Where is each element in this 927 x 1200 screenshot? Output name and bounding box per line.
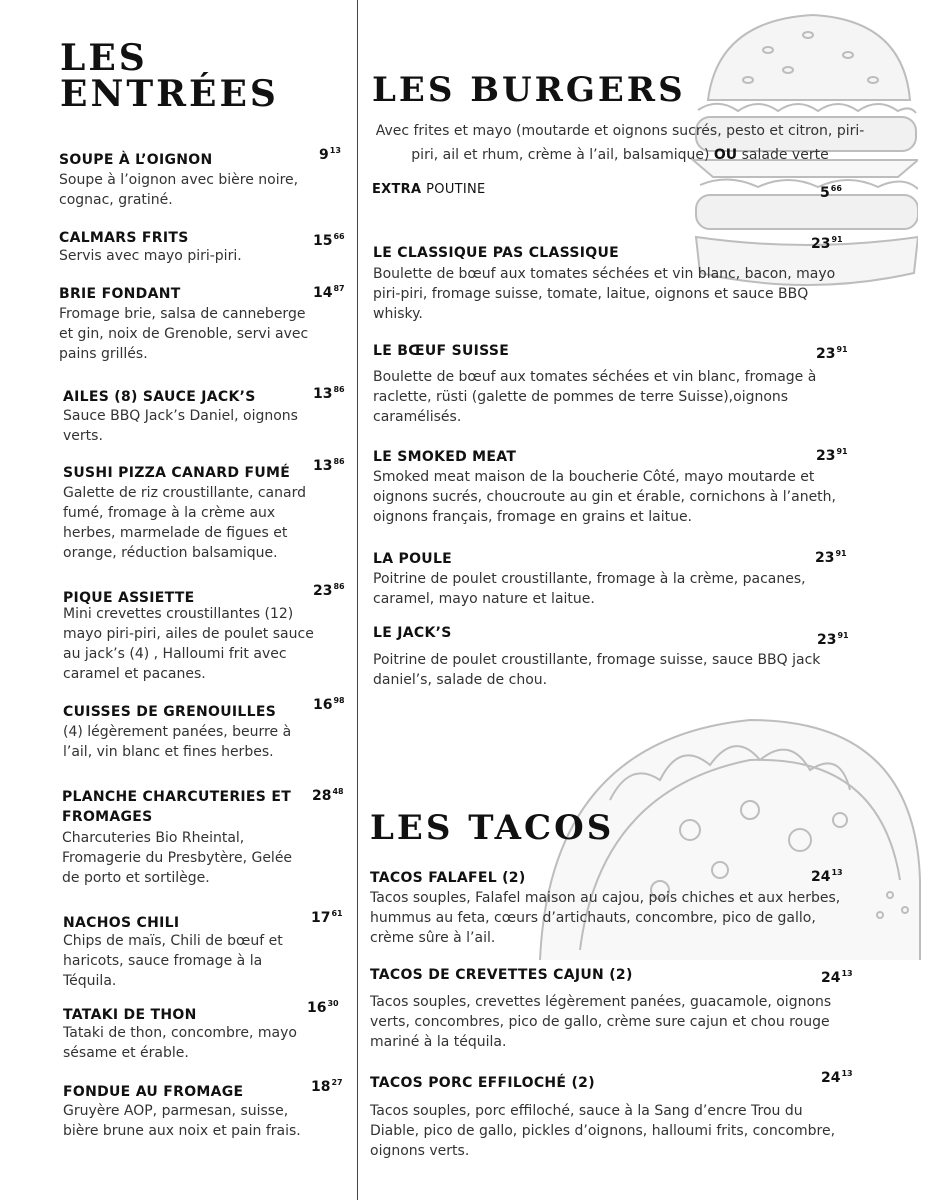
item-name: LE BŒUF SUISSE: [373, 343, 510, 359]
item-name: TATAKI DE THON: [63, 1007, 197, 1023]
item-name: TACOS DE CREVETTES CAJUN (2): [370, 967, 633, 983]
item-description: Boulette de bœuf aux tomates séchées et vin blanc, fromage à raclette, rüsti (galette de pommes de terre Suisse),oignons caramélisés.: [373, 369, 817, 425]
item-price: $23^{91}$: [816, 345, 848, 362]
item-name: PLANCHE CHARCUTERIES ET FROMAGES: [62, 789, 292, 825]
burgers-intro-ou: OU: [713, 147, 738, 163]
item-price: $24^{13}$: [821, 1069, 853, 1086]
burgers-intro-text: Avec frites et mayo (moutarde et oignons sucrés, pesto et citron, piri-piri, ail et rhum, crème à l’ail, balsamique): [375, 123, 865, 163]
item-price: $23^{91}$: [815, 549, 847, 566]
item-price: $16^{30}$: [307, 999, 339, 1016]
item-description: Chips de maïs, Chili de bœuf et haricots, sauce fromage à la Téquila.: [63, 933, 283, 989]
item-name: FONDUE AU FROMAGE: [63, 1084, 244, 1100]
item-price: $14^{87}$: [313, 284, 345, 301]
item-price: $13^{86}$: [313, 457, 345, 474]
item-name: TACOS FALAFEL (2): [370, 870, 526, 886]
item-description: Tacos souples, crevettes légèrement panées, guacamole, oignons verts, concombres, pico de gallo, crème sure cajun et chou rouge mariné à la téquila.: [370, 994, 832, 1050]
item-name: SUSHI PIZZA CANARD FUMÉ: [63, 465, 291, 481]
item-name: NACHOS CHILI: [63, 915, 180, 931]
item-price: $24^{13}$: [811, 868, 843, 885]
item-price: $23^{91}$: [811, 235, 843, 252]
item-name: PIQUE ASSIETTE: [63, 590, 195, 606]
item-description: Servis avec mayo piri-piri.: [59, 248, 242, 264]
item-description: Fromage brie, salsa de canneberge et gin, noix de Grenoble, servi avec pains grillés.: [59, 306, 309, 362]
extra-label: EXTRA: [372, 182, 422, 197]
item-price: $17^{61}$: [311, 909, 343, 926]
entrees-title: [60, 37, 279, 115]
item-description: Soupe à l’oignon avec bière noire, cognac, gratiné.: [59, 172, 299, 208]
item-description: Poitrine de poulet croustillante, fromage à la crème, pacanes, caramel, mayo nature et laitue.: [373, 571, 806, 607]
item-price: $15^{66}$: [313, 232, 345, 249]
item-price: $23^{91}$: [817, 631, 849, 648]
entrees-title-line2: ENTRÉES: [60, 73, 279, 115]
burgers-title: LES BURGERS: [372, 70, 686, 110]
item-name: AILES (8) SAUCE JACK’S: [63, 389, 256, 405]
column-divider: [357, 0, 358, 1200]
burgers-intro-tail: salade verte: [741, 147, 829, 163]
item-description: Poitrine de poulet croustillante, fromage suisse, sauce BBQ jack daniel’s, salade de chou.: [373, 652, 821, 688]
item-name: LE CLASSIQUE PAS CLASSIQUE: [373, 245, 620, 261]
item-description: (4) légèrement panées, beurre à l’ail, vin blanc et fines herbes.: [63, 724, 292, 760]
item-description: Charcuteries Bio Rheintal, Fromagerie du Presbytère, Gelée de porto et sortilège.: [62, 830, 293, 886]
item-name: BRIE FONDANT: [59, 286, 181, 302]
item-price: $18^{27}$: [311, 1078, 343, 1095]
entrees-title-line1: LES: [60, 37, 148, 79]
item-price: $23^{86}$: [313, 582, 345, 599]
item-description: Tacos souples, porc effiloché, sauce à la Sang d’encre Trou du Diable, pico de gallo, pickles d’oignons, halloumi frits, concombre, oignons verts.: [370, 1103, 836, 1159]
item-description: Smoked meat maison de la boucherie Côté, mayo moutarde et oignons sucrés, choucroute au gin et érable, cornichons à l’aneth, oignons français, fromage en grains et laitue.: [373, 469, 836, 525]
tacos-title: LES TACOS: [370, 808, 615, 848]
extra-name: POUTINE: [426, 182, 486, 197]
item-name: LE SMOKED MEAT: [373, 449, 517, 465]
item-description: Sauce BBQ Jack’s Daniel, oignons verts.: [63, 408, 298, 444]
item-price: $9^{13}$: [319, 146, 341, 163]
item-price: $28^{48}$: [312, 787, 344, 804]
extra-line: [372, 180, 486, 200]
item-price: $13^{86}$: [313, 385, 345, 402]
burgers-intro: [370, 119, 870, 167]
item-name: CALMARS FRITS: [59, 230, 189, 246]
item-price: $23^{91}$: [816, 447, 848, 464]
item-description: Boulette de bœuf aux tomates séchées et vin blanc, bacon, mayo piri-piri, fromage suisse, tomate, laitue, oignons et sauce BBQ whisky.: [373, 266, 836, 322]
item-name: LA POULE: [373, 551, 453, 567]
extra-price: $5^{66}$: [820, 184, 842, 201]
item-name: TACOS PORC EFFILOCHÉ (2): [370, 1075, 595, 1091]
item-description: Galette de riz croustillante, canard fumé, fromage à la crème aux herbes, marmelade de figues et orange, réduction balsamique.: [63, 485, 306, 561]
item-name: CUISSES DE GRENOUILLES: [63, 704, 277, 720]
item-name: SOUPE À L’OIGNON: [59, 152, 213, 168]
item-price: $16^{98}$: [313, 696, 345, 713]
item-description: Tataki de thon, concombre, mayo sésame et érable.: [63, 1025, 297, 1061]
item-price: $24^{13}$: [821, 969, 853, 986]
item-description: Mini crevettes croustillantes (12) mayo piri-piri, ailes de poulet sauce au jack’s (4) , Halloumi frit avec caramel et pacanes.: [63, 606, 314, 682]
item-description: Gruyère AOP, parmesan, suisse, bière brune aux noix et pain frais.: [63, 1103, 301, 1139]
item-name: LE JACK’S: [373, 625, 452, 641]
item-description: Tacos souples, Falafel maison au cajou, pois chiches et aux herbes, hummus au feta, cœurs d’artichauts, concombre, pico de gallo, crème sûre à l’ail.: [370, 890, 841, 946]
